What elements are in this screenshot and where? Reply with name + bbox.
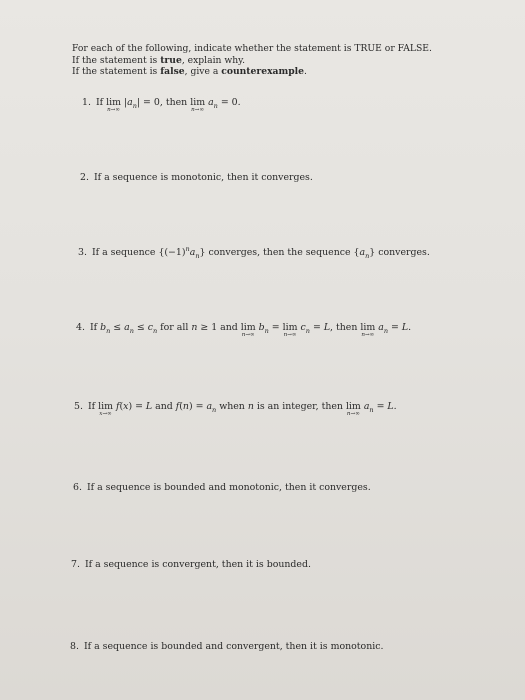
question-2-text: If a sequence is monotonic, then it converges.: [93, 172, 313, 183]
question-2: 2. If a sequence is monotonic, then it converges.: [80, 172, 313, 183]
question-4: 4. If $b_n \le a_n \le c_n$ for all n ≥ 1 and lim n→∞ $b_n = \lim$ n→∞ $c_n = L$, then lim n→∞ $a_n = L$.: [76, 322, 412, 338]
instruction-line-3: If the statement is false, give a counterexample.: [72, 66, 307, 77]
question-6-text: If a sequence is bounded and monotonic, then it converges.: [86, 482, 371, 493]
instructions: [72, 43, 432, 78]
question-8: 8. If a sequence is bounded and convergent, then it is monotonic.: [70, 641, 384, 652]
question-3: 3. If a sequence $\{(-1)^na_n\}$ converges, then the sequence $\{a_n\}$ converges.: [78, 245, 430, 260]
question-8-text: If a sequence is bounded and convergent, then it is monotonic.: [83, 641, 384, 652]
question-5: 5. If lim x→∞ f(x) = L and $f(n) = a_n$ when n is an integer, then lim n→∞ $a_n = L$.: [74, 401, 397, 417]
question-1: 1. If lim n→∞ $|a_n| = 0$, then lim n→∞ $a_n = 0$.: [82, 97, 241, 113]
instruction-line-1: For each of the following, indicate whether the statement is TRUE or FALSE.: [72, 43, 432, 54]
question-7: 7. If a sequence is convergent, then it is bounded.: [71, 559, 311, 570]
question-6: 6. If a sequence is bounded and monotonic, then it converges.: [73, 482, 371, 493]
instruction-line-2: If the statement is true, explain why.: [72, 54, 246, 66]
question-7-text: If a sequence is convergent, then it is bounded.: [84, 559, 311, 570]
